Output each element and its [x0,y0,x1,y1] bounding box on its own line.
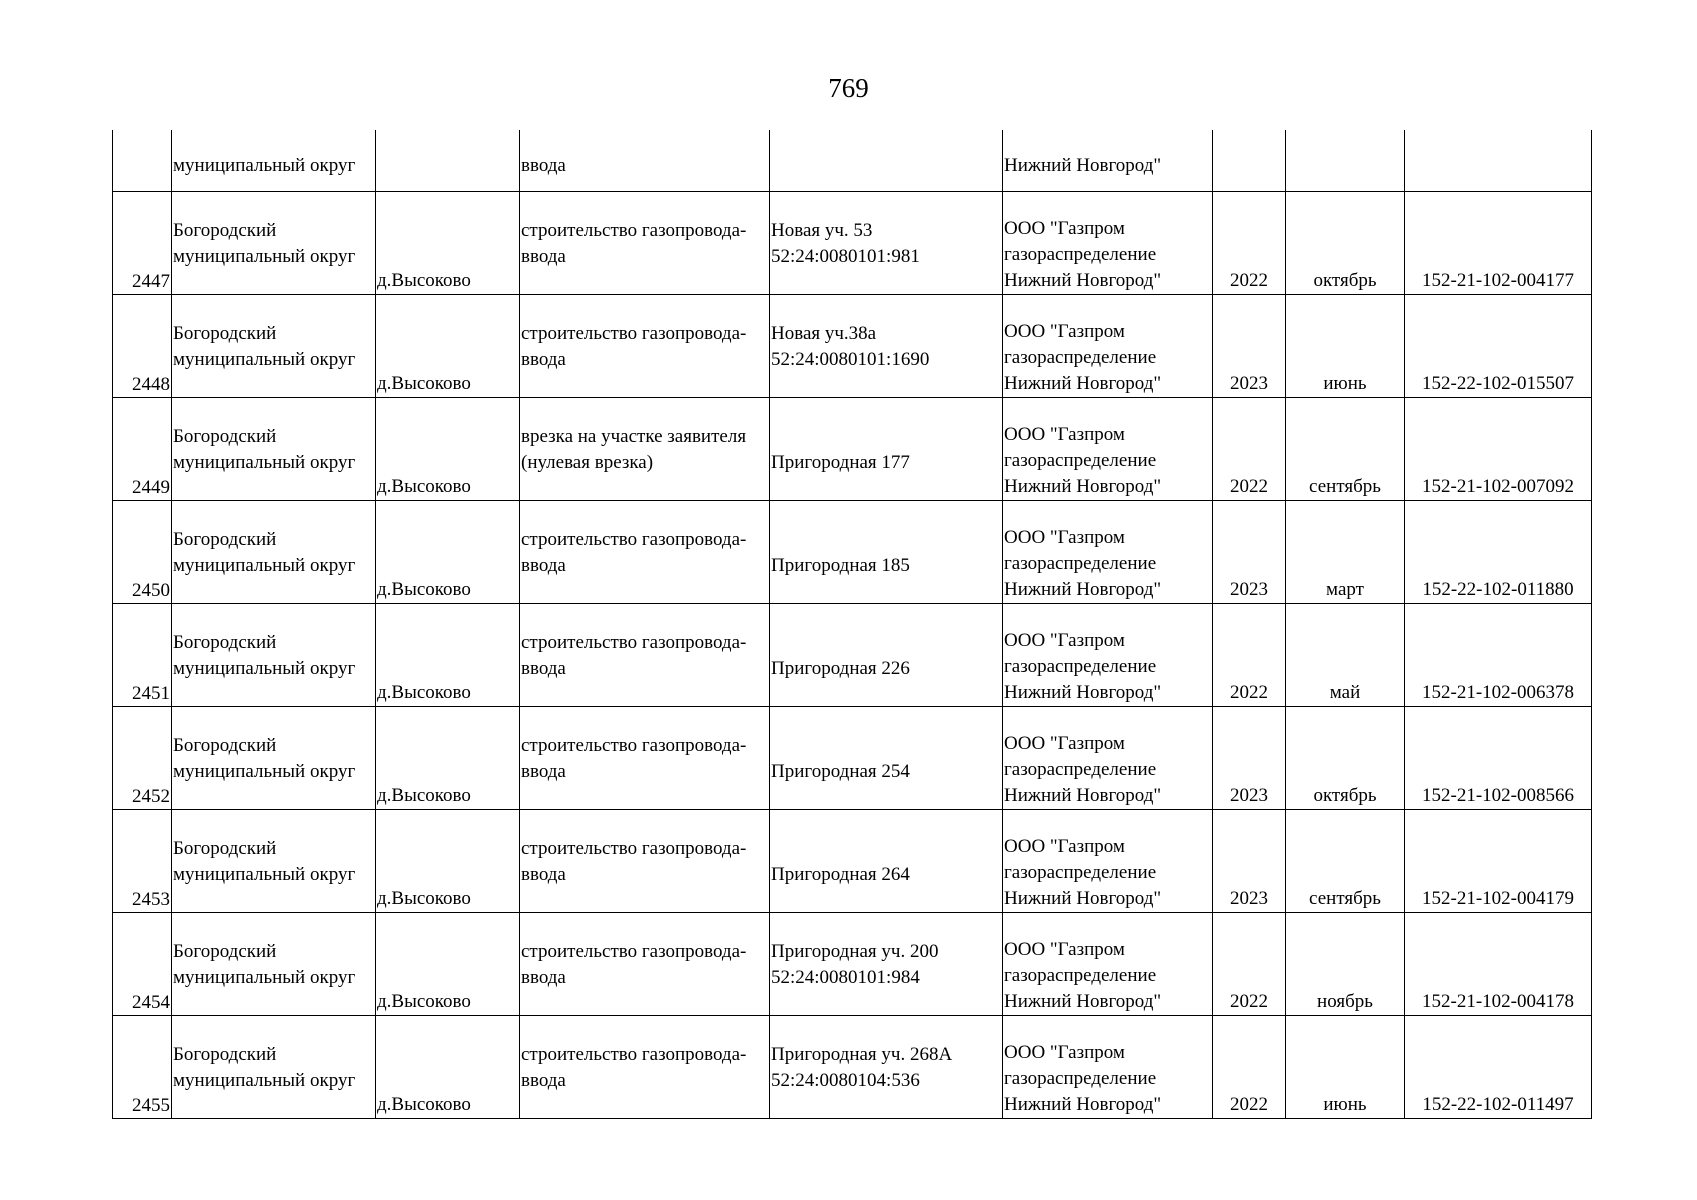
org-line: Нижний Новгород" [1004,991,1162,1012]
cell-year: 2023 [1213,707,1286,810]
cell-district [172,707,376,810]
cell-year: 2023 [1213,295,1286,398]
cell-org [1003,192,1213,295]
cell-org [1003,501,1213,604]
org-line: Нижний Новгород" [1004,1094,1162,1115]
row-number: 2449 [132,477,170,498]
cell-month: июнь [1286,1016,1405,1119]
org-line: газораспределение [1004,862,1157,883]
work-line: ввода [521,864,566,885]
cell-year: 2022 [1213,604,1286,707]
district-line: Богородский [173,1044,277,1065]
address-line: Пригородная уч. 200 [771,941,939,962]
district-line: муниципальный округ [173,864,356,885]
row-number: 2454 [132,992,170,1013]
work-line: строительство газопровода- [521,323,747,344]
org-line: Нижний Новгород" [1004,373,1162,394]
cell-year: 2022 [1213,1016,1286,1119]
district-line: муниципальный округ [173,761,356,782]
work-line: строительство газопровода- [521,529,747,550]
cell-month: сентябрь [1286,810,1405,913]
cell-work [520,810,770,913]
work-line: ввода [521,246,566,267]
cell-district [172,1016,376,1119]
cell-village [376,130,520,192]
continuation-row [113,130,1592,192]
address-line: 52:24:0080101:984 [771,967,920,988]
district-line: Богородский [173,220,277,241]
org-line: ООО "Газпром [1004,424,1125,445]
district-line: муниципальный округ [173,349,356,370]
cell-village: д.Высоково [376,707,520,810]
address-line [771,733,1001,759]
address-line: Пригородная 185 [771,555,910,576]
table-row [113,810,1592,913]
org-line: ООО "Газпром [1004,1042,1125,1063]
org-line: газораспределение [1004,656,1157,677]
cell-address [770,604,1003,707]
address-line [771,630,1001,656]
cell-work [520,295,770,398]
cell-work [520,707,770,810]
cell-work [520,1016,770,1119]
cell-no [113,130,172,192]
cell-month: сентябрь [1286,398,1405,501]
org-line: газораспределение [1004,553,1157,574]
cell-code: 152-21-102-004179 [1405,810,1592,913]
cell-code: 152-21-102-006378 [1405,604,1592,707]
district-line: Богородский [173,529,277,550]
cell-address [770,501,1003,604]
table-row [113,295,1592,398]
work-line: строительство газопровода- [521,632,747,653]
org-line: ООО "Газпром [1004,630,1125,651]
cell-month: март [1286,501,1405,604]
address-line: Пригородная 226 [771,658,910,679]
org-line: ООО "Газпром [1004,218,1125,239]
cell-no [113,1016,172,1119]
cell-month [1286,130,1405,192]
cell-no [113,604,172,707]
work-line: строительство газопровода- [521,220,747,241]
cell-no [113,192,172,295]
row-number: 2447 [132,271,170,292]
cell-district [172,913,376,1016]
address-line: Пригородная 254 [771,761,910,782]
cell-no [113,295,172,398]
cell-village: д.Высоково [376,398,520,501]
org-line: газораспределение [1004,450,1157,471]
cell-work [520,913,770,1016]
org-line: ООО "Газпром [1004,836,1125,857]
district-line: Богородский [173,323,277,344]
cell-district [172,810,376,913]
cell-address [770,130,1003,192]
district-line: муниципальный округ [173,246,356,267]
address-line: 52:24:0080101:981 [771,246,920,267]
cell-district [172,295,376,398]
org-line: Нижний Новгород" [1004,682,1162,703]
table-row [113,501,1592,604]
table-row [113,604,1592,707]
cell-org [1003,913,1213,1016]
cell-village: д.Высоково [376,604,520,707]
cell-work [520,604,770,707]
row-number: 2450 [132,580,170,601]
district-line: Богородский [173,426,277,447]
work-line: строительство газопровода- [521,941,747,962]
org-line: газораспределение [1004,1068,1157,1089]
cell-no [113,501,172,604]
work-line: ввода [521,1070,566,1091]
cell-village: д.Высоково [376,810,520,913]
row-number: 2452 [132,786,170,807]
cell-work [520,501,770,604]
cell-year: 2022 [1213,913,1286,1016]
district-line: Богородский [173,941,277,962]
cell-no [113,810,172,913]
cell-address [770,810,1003,913]
row-number: 2451 [132,683,170,704]
cell-org: Нижний Новгород" [1003,130,1213,192]
cell-work [520,398,770,501]
cell-district [172,192,376,295]
address-line: Новая уч.38а [771,323,877,344]
cell-village: д.Высоково [376,501,520,604]
cell-code: 152-21-102-004178 [1405,913,1592,1016]
cell-month: июнь [1286,295,1405,398]
work-line: (нулевая врезка) [521,452,654,473]
table-row [113,707,1592,810]
work-line: ввода [521,658,566,679]
cell-no [113,913,172,1016]
table-row [113,192,1592,295]
district-line: Богородский [173,735,277,756]
cell-village: д.Высоково [376,295,520,398]
district-line: Богородский [173,838,277,859]
work-line: строительство газопровода- [521,1044,747,1065]
cell-address [770,192,1003,295]
district-line: муниципальный округ [173,452,356,473]
cell-address [770,295,1003,398]
cell-village: д.Высоково [376,913,520,1016]
address-line: Пригородная уч. 268А [771,1044,953,1065]
org-line: ООО "Газпром [1004,939,1125,960]
cell-code [1405,130,1592,192]
table-row [113,913,1592,1016]
cell-month: май [1286,604,1405,707]
org-line: Нижний Новгород" [1004,888,1162,909]
cell-year: 2023 [1213,810,1286,913]
cell-year: 2022 [1213,192,1286,295]
cell-code: 152-22-102-015507 [1405,295,1592,398]
org-line: Нижний Новгород" [1004,476,1162,497]
org-line: ООО "Газпром [1004,527,1125,548]
work-line: строительство газопровода- [521,838,747,859]
district-line: Богородский [173,632,277,653]
address-line: 52:24:0080104:536 [771,1070,920,1091]
work-line: ввода [521,967,566,988]
cell-work [520,192,770,295]
org-line: газораспределение [1004,965,1157,986]
cell-code: 152-21-102-004177 [1405,192,1592,295]
address-line [771,424,1001,450]
cell-year: 2022 [1213,398,1286,501]
table-body [113,130,1592,1119]
cell-org [1003,810,1213,913]
cell-code: 152-21-102-008566 [1405,707,1592,810]
work-line: ввода [521,349,566,370]
cell-month: ноябрь [1286,913,1405,1016]
org-line: Нижний Новгород" [1004,785,1162,806]
cell-year: 2023 [1213,501,1286,604]
cell-org [1003,707,1213,810]
district-line: муниципальный округ [173,967,356,988]
cell-code: 152-22-102-011880 [1405,501,1592,604]
address-line: Пригородная 264 [771,864,910,885]
work-line: строительство газопровода- [521,735,747,756]
cell-address [770,707,1003,810]
cell-org [1003,604,1213,707]
cell-no [113,707,172,810]
address-line [771,836,1001,862]
org-line: ООО "Газпром [1004,733,1125,754]
cell-village: д.Высоково [376,192,520,295]
address-line: Пригородная 177 [771,452,910,473]
district-line: муниципальный округ [173,1070,356,1091]
row-number: 2448 [132,374,170,395]
address-line [771,527,1001,553]
cell-address [770,913,1003,1016]
org-line: газораспределение [1004,759,1157,780]
org-line: ООО "Газпром [1004,321,1125,342]
page-number: 769 [828,73,869,103]
org-line: газораспределение [1004,347,1157,368]
cell-month: октябрь [1286,192,1405,295]
cell-work: ввода [520,130,770,192]
cell-district: муниципальный округ [172,130,376,192]
cell-district [172,501,376,604]
org-line: газораспределение [1004,244,1157,265]
org-line: Нижний Новгород" [1004,579,1162,600]
cell-org [1003,295,1213,398]
cell-org [1003,1016,1213,1119]
cell-year [1213,130,1286,192]
address-line: Новая уч. 53 [771,220,873,241]
cell-code: 152-21-102-007092 [1405,398,1592,501]
work-line: ввода [521,761,566,782]
work-line: врезка на участке заявителя [521,426,747,447]
work-line: ввода [521,555,566,576]
cell-no [113,398,172,501]
gasification-register-table [112,130,1592,1119]
cell-village: д.Высоково [376,1016,520,1119]
cell-month: октябрь [1286,707,1405,810]
row-number: 2455 [132,1095,170,1116]
district-line: муниципальный округ [173,555,356,576]
cell-district [172,604,376,707]
cell-address [770,398,1003,501]
cell-org [1003,398,1213,501]
cell-code: 152-22-102-011497 [1405,1016,1592,1119]
table-row [113,1016,1592,1119]
district-line: муниципальный округ [173,658,356,679]
org-line: Нижний Новгород" [1004,270,1162,291]
table-row [113,398,1592,501]
row-number: 2453 [132,889,170,910]
cell-address [770,1016,1003,1119]
address-line: 52:24:0080101:1690 [771,349,930,370]
cell-district [172,398,376,501]
